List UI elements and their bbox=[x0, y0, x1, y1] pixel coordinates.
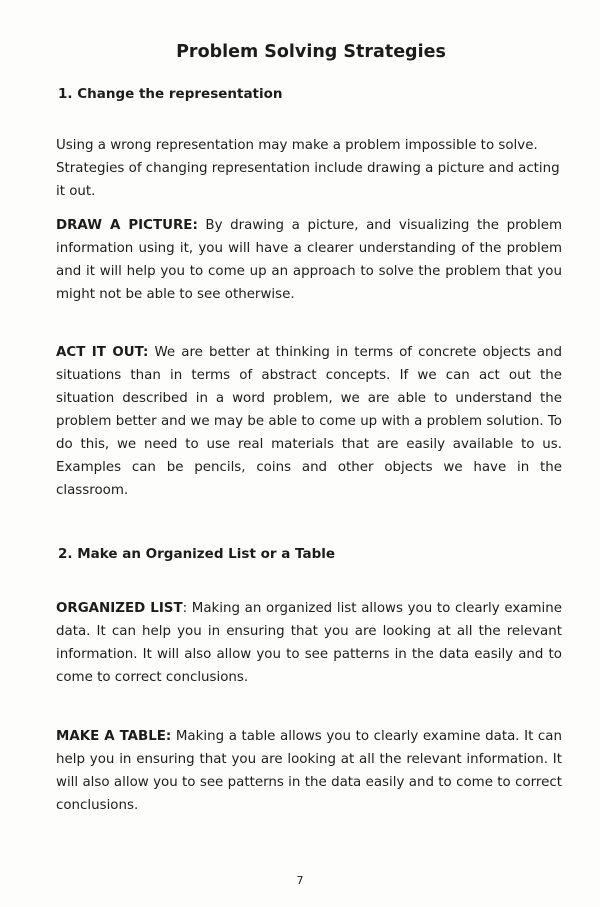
paragraph-text: Making a table allows you to clearly examine data. It can help you in ensuring that you are looking at all the relevant information. It will also allow you to see patterns in the data easily and to come to correct conclusions. bbox=[56, 729, 562, 813]
paragraph-lead: ACT IT OUT: bbox=[56, 345, 149, 360]
paragraph-lead: ORGANIZED LIST bbox=[56, 601, 183, 616]
page-title: Problem Solving Strategies bbox=[176, 42, 446, 62]
section-heading-organized-list: 2. Make an Organized List or a Table bbox=[58, 546, 336, 562]
paragraph-text: By drawing a picture, and visualizing the problem information using it, you will have a clearer understanding of the problem and it will help you to come up an approach to solve the problem that you might not be able to see otherwise. bbox=[56, 218, 562, 302]
paragraph-organized-list bbox=[56, 597, 562, 689]
paragraph-draw-a-picture bbox=[56, 214, 562, 306]
section-heading-change-representation: 1. Change the representation bbox=[58, 86, 283, 102]
paragraph-lead: MAKE A TABLE: bbox=[56, 729, 172, 744]
paragraph-intro bbox=[56, 134, 562, 203]
paragraph-text: Using a wrong representation may make a problem impossible to solve. Strategies of changing representation include drawing a picture and acting it out. bbox=[56, 138, 560, 199]
paragraph-text: : Making an organized list allows you to clearly examine data. It can help you in ensuring that you are looking at all the relevant information. It will also allow you to see patterns in the data easily and to come to correct conclusions. bbox=[56, 601, 562, 685]
paragraph-lead: DRAW A PICTURE: bbox=[56, 218, 198, 233]
paragraph-act-it-out bbox=[56, 341, 562, 502]
paragraph-text: We are better at thinking in terms of concrete objects and situations than in terms of abstract concepts. If we can act out the situation described in a word problem, we are able to understand the problem better and we may be able to come up with a problem solution. To do this, we need to use real materials that are easily available to us. Examples can be pencils, coins and other objects we have in the classroom. bbox=[56, 345, 562, 498]
page-number: 7 bbox=[296, 874, 304, 887]
paragraph-make-a-table bbox=[56, 725, 562, 817]
